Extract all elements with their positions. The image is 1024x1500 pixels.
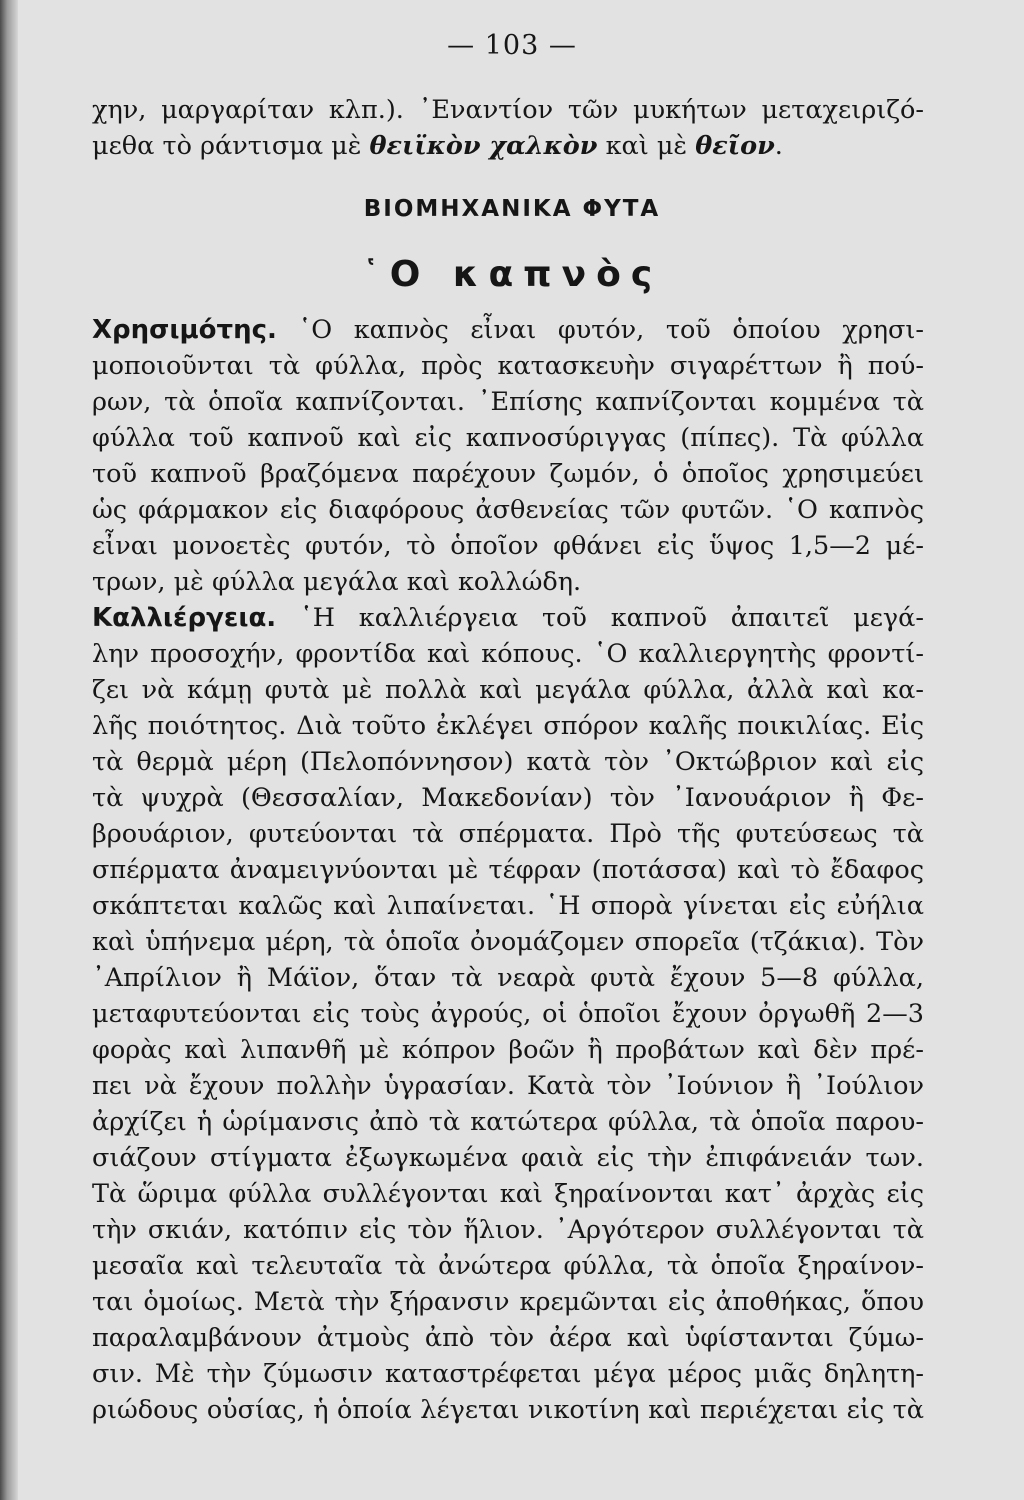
paragraph-line: ὡς φάρμακον εἰς διαφόρους ἀσθενείας τῶν φυτῶν. ῾Ο καπνὸς: [92, 495, 924, 525]
paragraph-text: ῾Ο καπνὸς εἶναι φυτόν, τοῦ ὁποίου χρησι-: [276, 315, 924, 345]
paragraph-line: βρουάριον, φυτεύονται τὰ σπέρματα. Πρὸ τῆς φυτεύσεως τὰ: [92, 819, 924, 849]
paragraph-line: εἶναι μονοετὲς φυτόν, τὸ ὁποῖον φθάνει εἰς ὕψος 1,5—2 μέ-: [92, 531, 924, 561]
paragraph-line: ᾿Απρίλιον ἢ Μάϊον, ὅταν τὰ νεαρὰ φυτὰ ἔχουν 5—8 φύλλα,: [92, 963, 924, 993]
paragraph-line: ζει νὰ κάμῃ φυτὰ μὲ πολλὰ καὶ μεγάλα φύλλα, ἀλλὰ καὶ κα-: [92, 675, 924, 705]
intro-text: μεθα τὸ ράντισμα μὲ: [92, 131, 370, 161]
paragraph-line: μεταφυτεύονται εἰς τοὺς ἀγρούς, οἱ ὁποῖοι ἔχουν ὀργωθῆ 2—3: [92, 999, 924, 1029]
paragraph-line: μεσαῖα καὶ τελευταῖα τὰ ἀνώτερα φύλλα, τὰ ὁποῖα ξηραίνον-: [92, 1251, 924, 1281]
page-number: — 103 —: [447, 30, 577, 61]
paragraph-line: τοῦ καπνοῦ βραζόμενα παρέχουν ζωμόν, ὁ ὁποῖος χρησιμεύει: [92, 459, 924, 489]
article-title: ῾Ο καπνὸς: [361, 254, 663, 295]
paragraph-line: λην προσοχήν, φροντίδα καὶ κόπους. ῾Ο καλλιεργητὴς φροντί-: [92, 639, 924, 669]
term-cultivation: Καλλιέργεια.: [92, 603, 277, 633]
intro-text: καὶ μὲ: [597, 131, 696, 161]
paragraph-line: καὶ ὑπήνεμα μέρη, τὰ ὁποῖα ὀνομάζομεν σπορεῖα (τζάκια). Τὸν: [92, 927, 924, 957]
intro-paragraph: [92, 92, 924, 164]
paragraph-line: τὰ θερμὰ μέρη (Πελοπόννησον) κατὰ τὸν ᾿Οκτώβριον καὶ εἰς: [92, 747, 924, 777]
paragraph-line: τρων, μὲ φύλλα μεγάλα καὶ κολλώδη.: [92, 567, 582, 597]
paragraph-line: φύλλα τοῦ καπνοῦ καὶ εἰς καπνοσύριγγας (πίπες). Τὰ φύλλα: [92, 423, 924, 453]
paragraph-line: φορὰς καὶ λιπανθῆ μὲ κόπρον βοῶν ἢ προβάτων καὶ δὲν πρέ-: [92, 1035, 924, 1065]
paragraph-line: ρων, τὰ ὁποῖα καπνίζονται. ᾿Επίσης καπνίζονται κομμένα τὰ: [92, 387, 924, 417]
paragraph-line: παραλαμβάνουν ἀτμοὺς ἀπὸ τὸν ἀέρα καὶ ὑφίστανται ζύμω-: [92, 1323, 924, 1353]
paragraph-line: ται ὁμοίως. Μετὰ τὴν ξήρανσιν κρεμῶνται εἰς ἀποθήκας, ὅπου: [92, 1287, 924, 1317]
cultivation-paragraph: [92, 600, 924, 1428]
paragraph-line: ριώδους οὐσίας, ἡ ὁποία λέγεται νικοτίνη καὶ περιέχεται εἰς τὰ: [92, 1395, 924, 1425]
paragraph-line: πει νὰ ἔχουν πολλὴν ὑγρασίαν. Κατὰ τὸν ᾿Ιούνιον ἢ ᾿Ιούλιον: [92, 1071, 924, 1101]
paragraph-line: λῆς ποιότητος. Διὰ τοῦτο ἐκλέγει σπόρον καλῆς ποικιλίας. Εἰς: [92, 711, 924, 741]
binding-shadow: [0, 0, 18, 1500]
paragraph-line: [92, 600, 924, 636]
paragraph-line: Τὰ ὥριμα φύλλα συλλέγονται καὶ ξηραίνονται κατ᾿ ἀρχὰς εἰς: [92, 1179, 924, 1209]
intro-line: χην, μαργαρίταν κλπ.). ᾿Εναντίον τῶν μυκήτων μεταχειριζό-: [92, 95, 924, 125]
paragraph-line: σιν. Μὲ τὴν ζύμωσιν καταστρέφεται μέγα μέρος μιᾶς δηλητη-: [92, 1359, 924, 1389]
term-usefulness: Χρησιμότης.: [92, 315, 277, 345]
paragraph-text: ῾Η καλλιέργεια τοῦ καπνοῦ ἀπαιτεῖ μεγά-: [276, 603, 924, 633]
paragraph-line: σιάζουν στίγματα ἐξωγκωμένα φαιὰ εἰς τὴν ἐπιφάνειάν των.: [92, 1143, 924, 1173]
paragraph-line: τὰ ψυχρὰ (Θεσσαλίαν, Μακεδονίαν) τὸν ᾿Ιανουάριον ἢ Φε-: [92, 783, 924, 813]
emphasis-copper-sulfate: θειϊκὸν χαλκὸν: [369, 131, 598, 161]
section-heading: ΒΙΟΜΗΧΑΝΙΚΑ ΦΥΤΑ: [363, 196, 661, 222]
emphasis-sulfur: θεῖον: [695, 131, 775, 161]
paragraph-line: ἀρχίζει ἡ ὡρίμανσις ἀπὸ τὰ κατώτερα φύλλα, τὰ ὁποῖα παρου-: [92, 1107, 924, 1137]
intro-text: .: [774, 131, 783, 161]
paragraph-line: σπέρματα ἀναμειγνύονται μὲ τέφραν (ποτάσσα) καὶ τὸ ἔδαφος: [92, 855, 924, 885]
intro-line: [92, 128, 924, 164]
paragraph-line: τὴν σκιάν, κατόπιν εἰς τὸν ἥλιον. ᾿Αργότερον συλλέγονται τὰ: [92, 1215, 924, 1245]
paragraph-line: [92, 312, 924, 348]
usefulness-paragraph: [92, 312, 924, 600]
paragraph-line: σκάπτεται καλῶς καὶ λιπαίνεται. ῾Η σπορὰ γίνεται εἰς εὐήλια: [92, 891, 924, 921]
paragraph-line: μοποιοῦνται τὰ φύλλα, πρὸς κατασκευὴν σιγαρέττων ἢ πού-: [92, 351, 924, 381]
